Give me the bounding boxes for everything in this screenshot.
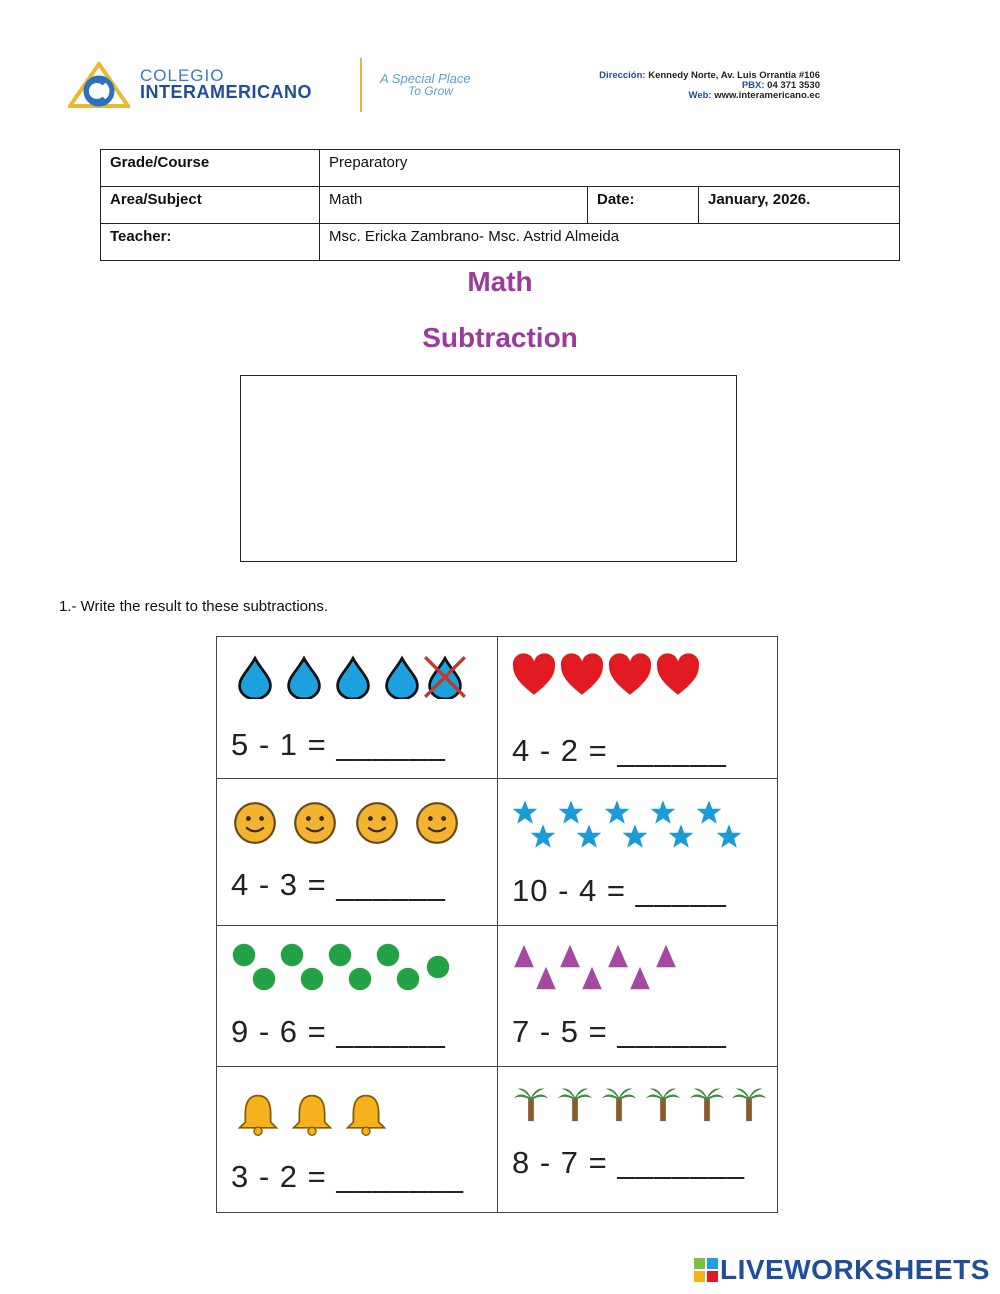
exercise-cell-8 bbox=[498, 1067, 778, 1213]
equation-8[interactable]: 8 - 7 = _______ bbox=[512, 1145, 746, 1180]
palm-tree-icon bbox=[688, 1085, 726, 1123]
instruction-text: 1.- Write the result to these subtractions. bbox=[59, 598, 329, 615]
water-drop-icon bbox=[331, 655, 375, 699]
triangle-icon bbox=[652, 942, 680, 970]
equation-5[interactable]: 9 - 6 = ______ bbox=[231, 1014, 446, 1049]
web-label: Web: bbox=[688, 90, 712, 101]
area-label: Area/Subject bbox=[101, 187, 320, 224]
palm-tree-icon bbox=[556, 1085, 594, 1123]
equation-2[interactable]: 4 - 2 = ______ bbox=[512, 733, 727, 768]
smiley-face-icon bbox=[415, 801, 459, 845]
info-row-grade bbox=[101, 150, 900, 187]
tagline-line2: To Grow bbox=[408, 84, 453, 98]
exercise-cell-5 bbox=[217, 926, 498, 1067]
address-value: Kennedy Norte, Av. Luis Orrantia #106 bbox=[648, 70, 820, 81]
phone-label: PBX: bbox=[741, 80, 765, 91]
star-icon bbox=[696, 799, 722, 825]
smiley-face-icon bbox=[355, 801, 399, 845]
exercise-grid bbox=[216, 636, 778, 1213]
water-drop-icon bbox=[282, 655, 326, 699]
area-value: Math bbox=[320, 187, 588, 224]
teacher-value: Msc. Ericka Zambrano- Msc. Astrid Almeida bbox=[320, 224, 900, 261]
palm-tree-icon bbox=[512, 1085, 550, 1123]
equation-1[interactable]: 5 - 1 = ______ bbox=[231, 727, 446, 762]
phone-value: 04 371 3530 bbox=[767, 80, 820, 91]
liveworksheets-watermark: LIVEWORKSHEETS bbox=[720, 1254, 990, 1285]
water-drop-icon bbox=[423, 655, 467, 699]
green-dot-icon bbox=[423, 952, 453, 982]
web-value: www.interamericano.ec bbox=[714, 90, 820, 101]
liveworksheets-logo-icon bbox=[694, 1258, 718, 1282]
smiley-face-icon bbox=[293, 801, 337, 845]
school-name-line1: COLEGIO bbox=[140, 66, 225, 85]
school-name-line2: INTERAMERICANO bbox=[140, 82, 312, 102]
star-icon bbox=[512, 799, 538, 825]
info-table bbox=[100, 149, 900, 261]
equation-6[interactable]: 7 - 5 = ______ bbox=[512, 1014, 727, 1049]
exercise-cell-6 bbox=[498, 926, 778, 1067]
triangle-icon bbox=[626, 964, 654, 992]
triangle-icon bbox=[578, 964, 606, 992]
bell-icon bbox=[289, 1091, 335, 1137]
heart-icon bbox=[512, 653, 556, 697]
equation-7[interactable]: 3 - 2 = _______ bbox=[231, 1159, 465, 1194]
green-dot-icon bbox=[249, 964, 279, 994]
school-logo-icon bbox=[68, 62, 130, 108]
exercise-cell-4 bbox=[498, 779, 778, 926]
heart-icon bbox=[560, 653, 604, 697]
star-icon bbox=[558, 799, 584, 825]
palm-tree-icon bbox=[600, 1085, 638, 1123]
green-dot-icon bbox=[393, 964, 423, 994]
green-dot-icon bbox=[297, 964, 327, 994]
star-icon bbox=[622, 823, 648, 849]
palm-tree-icon bbox=[730, 1085, 768, 1123]
info-row-area bbox=[101, 187, 900, 224]
page-subtitle: Subtraction bbox=[422, 322, 578, 353]
page-title: Math bbox=[467, 266, 533, 297]
date-value: January, 2026. bbox=[699, 187, 900, 224]
water-drop-icon bbox=[380, 655, 424, 699]
info-row-teacher bbox=[101, 224, 900, 261]
header-divider bbox=[360, 58, 362, 112]
bell-icon bbox=[343, 1091, 389, 1137]
star-icon bbox=[576, 823, 602, 849]
tagline-line1: A Special Place bbox=[380, 71, 471, 86]
water-drop-icon bbox=[233, 655, 277, 699]
equation-3[interactable]: 4 - 3 = ______ bbox=[231, 867, 446, 902]
star-icon bbox=[530, 823, 556, 849]
equation-4[interactable]: 10 - 4 = _____ bbox=[512, 873, 727, 908]
bell-icon bbox=[235, 1091, 281, 1137]
grade-label: Grade/Course bbox=[101, 150, 320, 187]
palm-tree-icon bbox=[644, 1085, 682, 1123]
date-label: Date: bbox=[588, 187, 699, 224]
heart-icon bbox=[608, 653, 652, 697]
teacher-label: Teacher: bbox=[101, 224, 320, 261]
contact-web bbox=[689, 90, 820, 101]
green-dot-icon bbox=[345, 964, 375, 994]
exercise-cell-3 bbox=[217, 779, 498, 926]
star-icon bbox=[668, 823, 694, 849]
star-icon bbox=[716, 823, 742, 849]
star-icon bbox=[604, 799, 630, 825]
answer-box[interactable] bbox=[240, 375, 737, 562]
exercise-cell-7 bbox=[217, 1067, 498, 1213]
smiley-face-icon bbox=[233, 801, 277, 845]
grade-value: Preparatory bbox=[320, 150, 900, 187]
exercise-cell-2 bbox=[498, 637, 778, 779]
triangle-icon bbox=[532, 964, 560, 992]
star-icon bbox=[650, 799, 676, 825]
heart-icon bbox=[656, 653, 700, 697]
exercise-cell-1 bbox=[217, 637, 498, 779]
address-label: Dirección: bbox=[599, 70, 646, 81]
